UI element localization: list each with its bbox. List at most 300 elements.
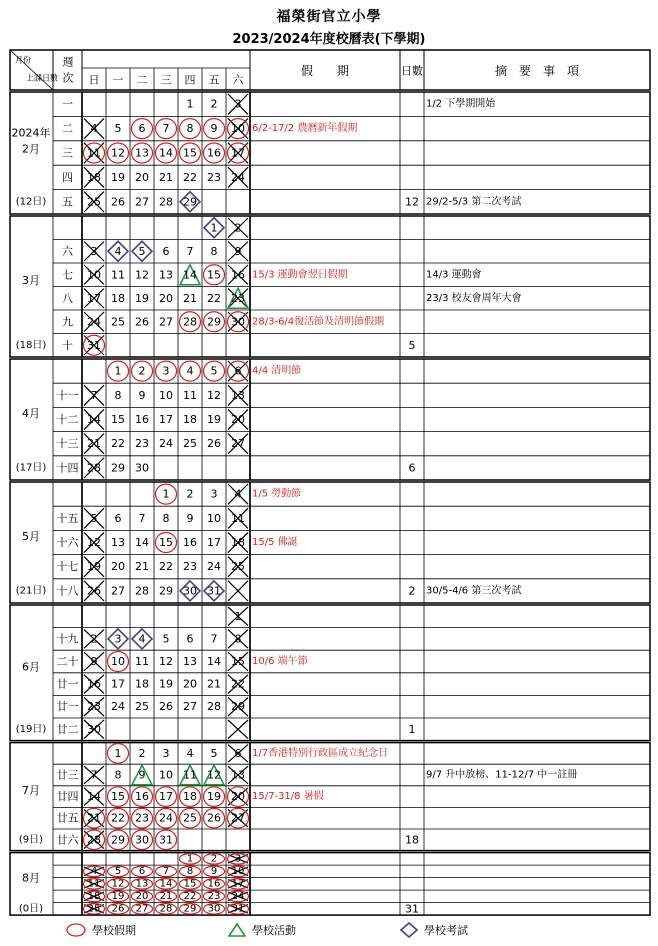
date-number: 30 bbox=[135, 833, 149, 847]
date-number: 2 bbox=[138, 746, 146, 760]
header-weekday: 一 bbox=[112, 73, 124, 87]
date-number: 27 bbox=[135, 195, 149, 209]
date-number: 31 bbox=[87, 338, 101, 352]
date-number: 15 bbox=[159, 536, 173, 549]
date-number: 19 bbox=[87, 560, 101, 574]
date-number: 8 bbox=[186, 865, 194, 877]
date-number: 22 bbox=[183, 170, 197, 184]
date-number: 9 bbox=[210, 865, 218, 877]
note-text: 14/3 運動會 bbox=[426, 269, 482, 281]
header-holidays: 假 期 bbox=[300, 64, 350, 78]
holiday-text: 1/7香港特別行政區成立紀念日 bbox=[252, 747, 389, 759]
date-number: 26 bbox=[135, 315, 149, 329]
date-number: 31 bbox=[159, 833, 173, 847]
note-text: 29/2-5/3 第二次考試 bbox=[426, 196, 522, 208]
date-number: 18 bbox=[231, 536, 245, 549]
date-number: 14 bbox=[159, 878, 173, 890]
date-number: 25 bbox=[183, 811, 197, 825]
week-number: 廿三 bbox=[56, 768, 79, 782]
week-number: 五 bbox=[62, 195, 73, 209]
date-number: 26 bbox=[87, 584, 101, 598]
date-number: 10 bbox=[231, 122, 245, 136]
month-label: 6月 bbox=[22, 660, 40, 674]
legend-holiday-label: 學校假期 bbox=[92, 924, 136, 937]
date-number: 17 bbox=[111, 677, 125, 691]
date-number: 3 bbox=[210, 487, 218, 501]
date-number: 30 bbox=[135, 461, 149, 475]
week-number: 廿二 bbox=[56, 722, 79, 736]
holiday-text: 15/7-31/8 暑假 bbox=[252, 791, 324, 803]
date-number: 6 bbox=[114, 511, 122, 525]
date-number: 11 bbox=[111, 268, 125, 282]
date-number: 19 bbox=[207, 413, 221, 426]
header-weekday: 四 bbox=[184, 73, 196, 87]
date-number: 10 bbox=[111, 655, 125, 668]
date-number: 10 bbox=[207, 511, 221, 525]
date-number: 23 bbox=[135, 437, 149, 451]
week-number: 廿一 bbox=[56, 700, 79, 714]
date-number: 13 bbox=[231, 768, 245, 782]
date-number: 28 bbox=[207, 700, 221, 714]
green-triangle-icon bbox=[228, 923, 246, 937]
date-number: 18 bbox=[183, 790, 197, 804]
date-number: 3 bbox=[162, 364, 170, 378]
note-text: 23/3 校友會周年大會 bbox=[426, 292, 522, 304]
date-number: 12 bbox=[135, 268, 149, 282]
date-number: 9 bbox=[234, 244, 242, 258]
date-number: 11 bbox=[183, 768, 197, 782]
date-number: 8 bbox=[210, 244, 218, 258]
legend-exam bbox=[400, 922, 468, 938]
week-number: 廿六 bbox=[56, 833, 79, 847]
date-number: 8 bbox=[186, 122, 194, 136]
date-number: 13 bbox=[135, 878, 149, 890]
date-number: 3 bbox=[234, 97, 242, 111]
date-number: 12 bbox=[111, 146, 125, 160]
note-text: 30/5-4/6 第三次考試 bbox=[426, 585, 522, 597]
date-number: 11 bbox=[231, 511, 245, 525]
date-number: 24 bbox=[87, 315, 101, 329]
legend-holiday bbox=[66, 922, 136, 938]
week-number: 十三 bbox=[56, 437, 79, 451]
date-number: 2 bbox=[90, 632, 98, 646]
month-label: 7月 bbox=[22, 784, 40, 798]
date-number: 30 bbox=[183, 584, 197, 598]
date-number: 20 bbox=[111, 560, 125, 574]
date-number: 22 bbox=[159, 560, 173, 574]
date-number: 9 bbox=[90, 655, 98, 668]
date-number: 22 bbox=[207, 291, 221, 305]
school-day-count: 6 bbox=[408, 461, 416, 475]
date-number: 21 bbox=[87, 437, 101, 451]
holiday-text: 15/3 運動會翌日假期 bbox=[252, 269, 348, 281]
date-number: 25 bbox=[87, 903, 101, 915]
date-number: 19 bbox=[111, 890, 125, 902]
date-number: 3 bbox=[90, 244, 98, 258]
week-number: 廿五 bbox=[56, 811, 79, 825]
date-number: 10 bbox=[159, 768, 173, 782]
header-weekday: 六 bbox=[232, 73, 244, 87]
date-number: 30 bbox=[207, 903, 221, 915]
date-number: 17 bbox=[207, 536, 221, 549]
date-number: 17 bbox=[231, 878, 245, 890]
school-day-count: 2 bbox=[408, 584, 416, 598]
date-number: 8 bbox=[234, 632, 242, 646]
week-number: 廿四 bbox=[56, 790, 79, 804]
week-row bbox=[53, 605, 650, 628]
week-number: 廿一 bbox=[56, 677, 79, 691]
date-number: 11 bbox=[183, 388, 197, 402]
date-number: 21 bbox=[159, 890, 173, 902]
school-day-count: 5 bbox=[408, 338, 416, 352]
date-number: 2 bbox=[138, 364, 146, 378]
date-number: 6 bbox=[138, 122, 146, 136]
date-number: 29 bbox=[231, 700, 245, 714]
date-number: 4 bbox=[90, 122, 98, 136]
month-school-days: (18日) bbox=[15, 339, 47, 351]
header-days-label: 上課日數 bbox=[26, 73, 58, 83]
date-number: 13 bbox=[231, 388, 245, 402]
date-number: 28 bbox=[87, 461, 101, 475]
date-number: 22 bbox=[111, 811, 125, 825]
date-number: 7 bbox=[162, 865, 170, 877]
week-number: 十一 bbox=[56, 388, 79, 402]
date-number: 20 bbox=[135, 890, 149, 902]
legend bbox=[0, 916, 658, 942]
date-number: 28 bbox=[87, 833, 101, 847]
date-number: 16 bbox=[135, 790, 149, 804]
date-number: 20 bbox=[135, 170, 149, 184]
header-weekday: 三 bbox=[160, 73, 172, 87]
date-number: 28 bbox=[159, 903, 173, 915]
date-number: 30 bbox=[231, 315, 245, 329]
date-number: 30 bbox=[87, 722, 101, 736]
date-number: 12 bbox=[111, 878, 125, 890]
date-number: 25 bbox=[231, 560, 245, 574]
week-row bbox=[53, 92, 650, 116]
school-day-count: 31 bbox=[405, 902, 419, 916]
calendar-subtitle: 2023/2024年度校曆表(下學期) bbox=[232, 32, 426, 47]
date-number: 27 bbox=[159, 315, 173, 329]
date-number: 8 bbox=[114, 768, 122, 782]
holiday-text: 28/3-6/4復活節及清明節假期 bbox=[252, 316, 385, 328]
week-number: 二 bbox=[62, 122, 73, 136]
week-number: 十二 bbox=[56, 413, 79, 426]
week-number: 九 bbox=[62, 315, 73, 329]
date-number: 1 bbox=[162, 487, 170, 501]
week-row bbox=[53, 853, 650, 866]
date-number: 6 bbox=[186, 632, 194, 646]
date-number: 28 bbox=[135, 584, 149, 598]
date-number: 20 bbox=[231, 413, 245, 426]
date-number: 12 bbox=[87, 536, 101, 549]
date-number: 17 bbox=[159, 413, 173, 426]
header-week-label-2: 次 bbox=[62, 71, 74, 85]
date-number: 23 bbox=[87, 700, 101, 714]
header-weekday: 五 bbox=[208, 73, 220, 87]
date-number: 18 bbox=[87, 890, 101, 902]
date-number: 7 bbox=[186, 244, 194, 258]
date-number: 18 bbox=[135, 677, 149, 691]
red-circle-icon bbox=[66, 923, 86, 937]
date-number: 16 bbox=[231, 268, 245, 282]
week-number: 六 bbox=[62, 244, 73, 258]
date-number: 13 bbox=[159, 268, 173, 282]
date-number: 18 bbox=[183, 413, 197, 426]
month-school-days: (12日) bbox=[15, 196, 47, 208]
date-number: 10 bbox=[231, 865, 245, 877]
date-number: 7 bbox=[90, 388, 98, 402]
date-number: 4 bbox=[90, 865, 98, 877]
date-number: 5 bbox=[114, 122, 122, 136]
date-number: 6 bbox=[138, 865, 146, 877]
week-row bbox=[53, 482, 650, 506]
date-number: 27 bbox=[135, 903, 149, 915]
date-number: 12 bbox=[159, 655, 173, 668]
date-number: 6 bbox=[162, 244, 170, 258]
date-number: 8 bbox=[114, 388, 122, 402]
holiday-text: 6/2-17/2 農曆新年假期 bbox=[252, 123, 358, 135]
legend-exam-label: 學校考試 bbox=[424, 924, 468, 937]
date-number: 21 bbox=[159, 170, 173, 184]
date-number: 5 bbox=[162, 632, 170, 646]
week-row bbox=[53, 718, 650, 741]
holiday-text: 15/5 佛誕 bbox=[252, 537, 298, 548]
date-number: 16 bbox=[207, 146, 221, 160]
month-school-days: (0日) bbox=[18, 903, 44, 915]
month-label: 4月 bbox=[22, 407, 40, 420]
date-number: 13 bbox=[135, 146, 149, 160]
date-number: 24 bbox=[207, 560, 221, 574]
date-number: 20 bbox=[159, 291, 173, 305]
date-number: 1 bbox=[186, 97, 194, 111]
date-number: 19 bbox=[135, 291, 149, 305]
date-number: 26 bbox=[159, 700, 173, 714]
date-number: 4 bbox=[186, 746, 194, 760]
note-text: 1/2 下學期開始 bbox=[426, 98, 496, 110]
date-number: 13 bbox=[183, 655, 197, 668]
date-number: 3 bbox=[234, 853, 242, 865]
date-number: 26 bbox=[111, 195, 125, 209]
date-number: 14 bbox=[135, 536, 149, 549]
date-number: 25 bbox=[111, 315, 125, 329]
date-number: 15 bbox=[231, 655, 245, 668]
date-number: 29 bbox=[159, 584, 173, 598]
date-number: 16 bbox=[87, 677, 101, 691]
date-number: 1 bbox=[114, 746, 122, 760]
month-school-days: (9日) bbox=[18, 834, 44, 846]
date-number: 1 bbox=[234, 609, 242, 623]
purple-diamond-icon bbox=[400, 922, 418, 938]
date-number: 17 bbox=[231, 146, 245, 160]
date-number: 4 bbox=[138, 632, 146, 646]
week-number: 八 bbox=[62, 291, 73, 305]
date-number: 17 bbox=[87, 291, 101, 305]
date-number: 4 bbox=[186, 364, 194, 378]
date-number: 3 bbox=[114, 632, 122, 646]
date-number: 20 bbox=[231, 790, 245, 804]
date-number: 22 bbox=[111, 437, 125, 451]
date-number: 9 bbox=[210, 122, 218, 136]
date-number: 25 bbox=[183, 437, 197, 451]
date-number: 14 bbox=[207, 655, 221, 668]
week-number: 十八 bbox=[56, 584, 79, 598]
date-number: 1 bbox=[186, 853, 194, 865]
week-number: 四 bbox=[62, 170, 73, 184]
date-number: 21 bbox=[87, 811, 101, 825]
week-number: 七 bbox=[62, 268, 73, 282]
date-number: 2 bbox=[210, 853, 218, 865]
date-number: 5 bbox=[114, 865, 122, 877]
date-number: 15 bbox=[111, 790, 125, 804]
month-school-days: (17日) bbox=[15, 462, 47, 474]
holiday-text: 1/5 勞動節 bbox=[252, 488, 302, 500]
date-number: 14 bbox=[87, 790, 101, 804]
date-number: 18 bbox=[111, 291, 125, 305]
date-number: 23 bbox=[135, 811, 149, 825]
date-number: 7 bbox=[162, 122, 170, 136]
date-number: 21 bbox=[183, 291, 197, 305]
header-notes: 摘 要 事 項 bbox=[494, 64, 580, 78]
school-day-count: 18 bbox=[405, 833, 419, 847]
date-number: 11 bbox=[87, 146, 101, 160]
date-number: 22 bbox=[231, 677, 245, 691]
date-number: 9 bbox=[138, 388, 146, 402]
header-weekday: 日 bbox=[88, 73, 100, 87]
date-number: 19 bbox=[111, 170, 125, 184]
week-number: 十五 bbox=[56, 511, 79, 525]
date-number: 4 bbox=[114, 244, 122, 258]
date-number: 22 bbox=[183, 890, 197, 902]
date-number: 7 bbox=[138, 511, 146, 525]
header-month-label: 月份 bbox=[15, 55, 31, 65]
date-number: 10 bbox=[159, 388, 173, 402]
week-row bbox=[53, 334, 650, 358]
header-school-days: 日數 bbox=[401, 64, 423, 78]
holiday-text: 4/4 清明節 bbox=[252, 365, 302, 377]
date-number: 23 bbox=[183, 560, 197, 574]
holiday-text: 10/6 端午節 bbox=[252, 656, 308, 667]
date-number: 7 bbox=[90, 768, 98, 782]
date-number: 26 bbox=[207, 811, 221, 825]
school-day-count: 12 bbox=[405, 195, 419, 209]
date-number: 2 bbox=[186, 487, 194, 501]
date-number: 23 bbox=[231, 291, 245, 305]
date-number: 12 bbox=[207, 768, 221, 782]
date-number: 5 bbox=[210, 746, 218, 760]
date-number: 2 bbox=[210, 97, 218, 111]
date-number: 25 bbox=[87, 195, 101, 209]
date-number: 2 bbox=[234, 221, 242, 235]
legend-activity-label: 學校活動 bbox=[252, 924, 296, 937]
date-number: 9 bbox=[186, 511, 194, 525]
week-number: 十四 bbox=[56, 461, 79, 475]
date-number: 14 bbox=[87, 413, 101, 426]
date-number: 21 bbox=[135, 560, 149, 574]
school-day-count: 1 bbox=[408, 722, 416, 736]
date-number: 16 bbox=[183, 536, 197, 549]
date-number: 6 bbox=[234, 746, 242, 760]
date-number: 21 bbox=[207, 677, 221, 691]
date-number: 6 bbox=[234, 364, 242, 378]
date-number: 10 bbox=[87, 268, 101, 282]
date-number: 14 bbox=[159, 146, 173, 160]
date-number: 26 bbox=[207, 437, 221, 451]
date-number: 5 bbox=[138, 244, 146, 258]
date-number: 5 bbox=[90, 511, 98, 525]
month-label: 5月 bbox=[22, 530, 40, 543]
week-number: 十 bbox=[62, 338, 73, 352]
week-number: 二十 bbox=[56, 655, 79, 668]
date-number: 19 bbox=[207, 790, 221, 804]
date-number: 29 bbox=[207, 315, 221, 329]
date-number: 16 bbox=[207, 878, 221, 890]
week-number: 一 bbox=[62, 97, 73, 111]
note-text: 9/7 升中放榜、11-12/7 中一註冊 bbox=[426, 769, 578, 781]
date-number: 29 bbox=[183, 195, 197, 209]
date-number: 1 bbox=[210, 221, 218, 235]
date-number: 13 bbox=[111, 536, 125, 549]
date-number: 15 bbox=[111, 413, 125, 426]
date-number: 31 bbox=[231, 903, 245, 915]
week-number: 十七 bbox=[56, 560, 79, 574]
date-number: 29 bbox=[111, 833, 125, 847]
date-number: 25 bbox=[135, 700, 149, 714]
date-number: 24 bbox=[159, 811, 173, 825]
date-number: 28 bbox=[159, 195, 173, 209]
date-number: 9 bbox=[138, 768, 146, 782]
date-number: 20 bbox=[183, 677, 197, 691]
date-number: 18 bbox=[87, 170, 101, 184]
date-number: 23 bbox=[207, 890, 221, 902]
date-number: 8 bbox=[162, 511, 170, 525]
date-number: 15 bbox=[207, 268, 221, 282]
week-number: 十六 bbox=[56, 536, 79, 549]
header-weekday: 二 bbox=[136, 73, 148, 87]
date-number: 27 bbox=[183, 700, 197, 714]
date-number: 31 bbox=[207, 584, 221, 598]
date-number: 3 bbox=[162, 746, 170, 760]
date-number: 7 bbox=[210, 632, 218, 646]
week-row bbox=[53, 216, 650, 240]
date-number: 19 bbox=[159, 677, 173, 691]
date-number: 15 bbox=[183, 878, 197, 890]
date-number: 14 bbox=[183, 268, 197, 282]
date-number: 17 bbox=[159, 790, 173, 804]
date-number: 27 bbox=[231, 437, 245, 451]
date-number: 12 bbox=[207, 388, 221, 402]
month-school-days: (19日) bbox=[15, 723, 47, 735]
date-number: 16 bbox=[135, 413, 149, 426]
date-number: 24 bbox=[159, 437, 173, 451]
month-school-days: (21日) bbox=[15, 585, 47, 597]
date-number: 29 bbox=[111, 461, 125, 475]
week-number: 十九 bbox=[56, 632, 79, 646]
date-number: 24 bbox=[231, 890, 245, 902]
month-label: 2月 bbox=[22, 142, 40, 156]
date-number: 29 bbox=[183, 903, 197, 915]
date-number: 27 bbox=[111, 584, 125, 598]
date-number: 27 bbox=[231, 811, 245, 825]
date-number: 4 bbox=[234, 487, 242, 501]
date-number: 26 bbox=[111, 903, 125, 915]
month-label: 8月 bbox=[22, 871, 40, 885]
date-number: 5 bbox=[210, 364, 218, 378]
header-week-label-1: 週 bbox=[62, 55, 74, 69]
date-number: 1 bbox=[114, 364, 122, 378]
school-title: 福榮街官立小學 bbox=[276, 9, 382, 25]
date-number: 24 bbox=[111, 700, 125, 714]
